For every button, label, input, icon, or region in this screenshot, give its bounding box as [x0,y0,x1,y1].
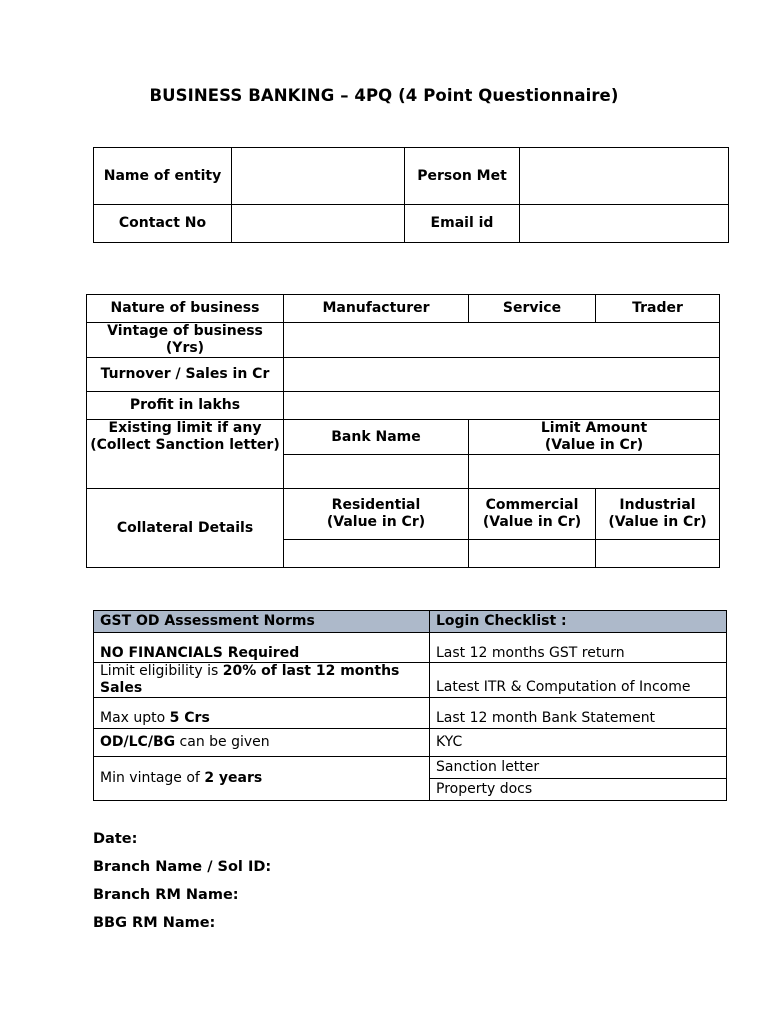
branch-rm-name-label: Branch RM Name: [93,887,239,903]
norm-limit-eligibility-prefix: Limit eligibility is [100,663,223,679]
checklist-kyc: KYC [430,729,727,757]
trader-option[interactable]: Trader [596,295,720,323]
profit-label: Profit in lakhs [87,392,284,420]
limit-amount-unit: (Value in Cr) [544,437,644,453]
commercial-unit: (Value in Cr) [482,514,582,530]
norm-no-financials-text: NO FINANCIALS Required [100,645,300,661]
checklist-gst-return: Last 12 months GST return [430,633,727,663]
bank-name-label: Bank Name [284,420,469,455]
name-of-entity-field[interactable] [232,148,405,205]
norm-no-financials [94,633,430,663]
checklist-sanction-letter: Sanction letter [430,757,727,779]
entity-details-table [93,147,729,243]
manufacturer-option[interactable]: Manufacturer [284,295,469,323]
table-row [94,729,727,757]
checklist-property-docs: Property docs [430,779,727,801]
limit-amount-title: Limit Amount [540,420,648,436]
service-option[interactable]: Service [469,295,596,323]
norm-limit-eligibility [94,663,430,698]
turnover-label: Turnover / Sales in Cr [87,358,284,392]
norm-max-upto-value: 5 Crs [169,710,210,726]
commercial-field[interactable] [469,540,596,568]
norm-od-lc-bg-suffix: can be given [175,734,270,750]
residential-field[interactable] [284,540,469,568]
commercial-title: Commercial [485,497,579,513]
email-id-label: Email id [405,205,520,243]
limit-amount-field[interactable] [469,455,720,489]
vintage-of-business-field[interactable] [284,323,720,358]
table-row [94,148,729,205]
norm-min-vintage-value: 2 years [204,770,263,786]
industrial-label: Industrial (Value in Cr) [596,489,720,540]
limit-amount-label [469,420,720,455]
bank-name-field[interactable] [284,455,469,489]
email-id-field[interactable] [520,205,729,243]
norm-od-lc-bg-value: OD/LC/BG [100,734,176,750]
table-row [94,757,727,779]
norm-limit-eligibility-value: 20% of last 12 months Sales [100,663,400,696]
date-label: Date: [93,831,138,847]
table-row [94,611,727,633]
checklist-itr: Latest ITR & Computation of Income [430,663,727,698]
gst-od-norms-header: GST OD Assessment Norms [94,611,430,633]
industrial-field[interactable] [596,540,720,568]
table-row [94,663,727,698]
existing-limit-label: Existing limit if any (Collect Sanction letter) [87,420,284,489]
norm-max-upto [94,698,430,729]
checklist-bank-statement: Last 12 month Bank Statement [430,698,727,729]
contact-no-field[interactable] [232,205,405,243]
norm-od-lc-bg [94,729,430,757]
name-of-entity-label: Name of entity [94,148,232,205]
commercial-label [469,489,596,540]
login-checklist-header: Login Checklist : [430,611,727,633]
table-row [94,633,727,663]
nature-of-business-label: Nature of business [87,295,284,323]
table-row [87,358,720,392]
table-row [87,420,720,455]
branch-name-sol-id-label: Branch Name / Sol ID: [93,859,272,875]
norm-min-vintage-prefix: Min vintage of [100,770,205,786]
gst-od-norms-table [93,610,727,801]
table-row [87,392,720,420]
residential-unit: (Value in Cr) [326,514,426,530]
turnover-field[interactable] [284,358,720,392]
contact-no-label: Contact No [94,205,232,243]
collateral-details-label: Collateral Details [87,489,284,568]
table-row [87,489,720,540]
table-row [94,698,727,729]
table-row [87,323,720,358]
norm-max-upto-prefix: Max upto [100,710,170,726]
table-row [87,295,720,323]
table-row [94,205,729,243]
profit-field[interactable] [284,392,720,420]
residential-label [284,489,469,540]
person-met-label: Person Met [405,148,520,205]
page-title: BUSINESS BANKING – 4PQ (4 Point Questionnaire) [149,86,619,105]
norm-min-vintage [94,757,430,801]
person-met-field[interactable] [520,148,729,205]
bbg-rm-name-label: BBG RM Name: [93,915,216,931]
residential-title: Residential [331,497,421,513]
vintage-of-business-label: Vintage of business (Yrs) [87,323,284,358]
business-details-table [86,294,720,568]
